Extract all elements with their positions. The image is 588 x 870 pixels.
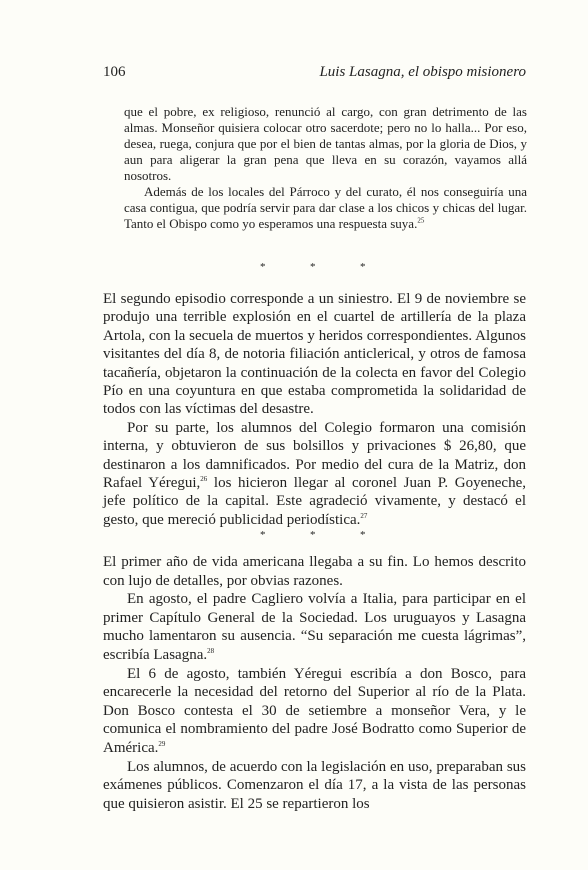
footnote-marker: 26 — [200, 475, 208, 484]
section-separator — [240, 529, 380, 543]
body-text: El 6 de agosto, también Yéregui escribía a don Bosco, para encarecerle la necesidad del retorno del Superior al río de la Plata. Don Bosco contesta el 30 de setiembre a monseñor Vera, y le comunica el nombramiento del padre José Bodratto como Superior de América. — [103, 665, 526, 756]
body-paragraph: El segundo episodio corresponde a un siniestro. El 9 de noviembre se produjo una terrible explosión en el cuartel de artillería de la plaza Artola, con la secuela de muertos y heridos correspondientes. Algunos visitantes del día 8, de notoria filiación anticlerical, y otros de famosa tacañería, objetaron la continuación de la colecta en favor del Colegio Pío en una coyuntura en que estaba comprometida la solidaridad de todos con las víctimas del desastre. — [103, 291, 526, 418]
body-paragraph: El primer año de vida americana llegaba a su fin. Lo hemos descrito con lujo de detalles, por obvias razones. — [103, 554, 526, 589]
section-first-year — [103, 553, 526, 813]
asterisk: * — [310, 261, 316, 273]
footnote-marker: 29 — [158, 739, 166, 748]
page-number: 106 — [103, 64, 126, 80]
footnote-marker: 25 — [417, 216, 425, 225]
body-paragraph — [103, 590, 526, 664]
quote-paragraph — [124, 184, 527, 232]
footnote-marker: 27 — [360, 511, 368, 520]
body-paragraph — [103, 665, 526, 758]
body-paragraph: Los alumnos, de acuerdo con la legislación en uso, preparaban sus exámenes públicos. Comenzaron el día 17, a la vista de las personas que quisieron asistir. El 25 se repartieron los — [103, 758, 526, 812]
quote-text: Además de los locales del Párroco y del curato, él nos conseguiría una casa contigua, que podría servir para dar clase a los chicos y chicas del lugar. Tanto el Obispo como yo esperamos una respuesta suya. — [124, 184, 527, 231]
asterisk: * — [360, 529, 366, 541]
asterisk: * — [310, 529, 316, 541]
running-title: Luis Lasagna, el obispo misionero — [319, 64, 526, 80]
asterisk: * — [360, 261, 366, 273]
body-text: Por su parte, los alumnos del Colegio formaron una comisión interna, y obtuvieron de sus bolsillos y privaciones $ 26,80, que destinaron a los damnificados. Por medio del cura de la Matriz, don Rafael Yéregui, — [103, 419, 526, 492]
page-header — [103, 64, 526, 82]
footnote-marker: 28 — [207, 646, 215, 655]
section-explosion — [103, 290, 526, 529]
block-quote — [124, 104, 527, 232]
body-text: los hicieron llegar al coronel Juan P. Goyeneche, jefe político de la capital. Este agradeció vivamente, y destacó el gesto, que mereció publicidad periodística. — [103, 475, 526, 528]
body-text: En agosto, el padre Cagliero volvía a Italia, para participar en el primer Capítulo General de la Sociedad. Los uruguayos y Lasagna mucho lamentaron su ausencia. “Su separación me cuesta lágrimas”, escribía Lasagna. — [103, 591, 526, 663]
body-paragraph — [103, 419, 526, 529]
section-separator — [240, 261, 380, 275]
asterisk: * — [260, 261, 266, 273]
quote-paragraph: que el pobre, ex religioso, renunció al cargo, con gran detrimento de las almas. Monseñor quisiera colocar otro sacerdote; pero no lo halla... Por eso, desea, ruega, conjura que por el bien de tantas almas, por la gloria de Dios, y aun para aligerar la gran pena que lleva en su corazón, vayamos allá nosotros. — [124, 104, 527, 183]
asterisk: * — [260, 529, 266, 541]
